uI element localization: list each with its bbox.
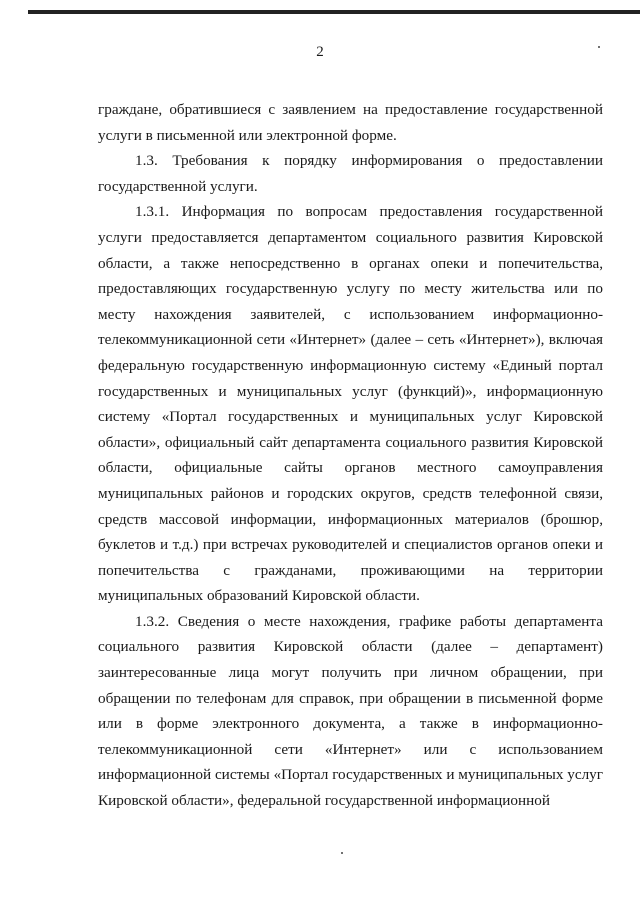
scan-speck-bottom	[341, 852, 343, 854]
page-number: 2	[316, 44, 324, 60]
document-body	[98, 97, 603, 814]
top-scan-border	[28, 10, 640, 14]
paragraph-1-3: 1.3. Требования к порядку информирования о предоставлении государственной услуги.	[98, 152, 603, 195]
paragraph-continuation: граждане, обратившиеся с заявлением на предоставление государственной услуги в письменной или электронной форме.	[98, 101, 603, 144]
paragraph-1-3-1: 1.3.1. Информация по вопросам предоставления государственной услуги предоставляется департаментом социального развития Кировской области, а также непосредственно в органах опеки и попечительства, предоставляющих государственную услугу по месту жительства или по месту нахождения заявителей, с использованием информационно-телекоммуникационной сети «Интернет» (далее – сеть «Интернет»), включая федеральную государственную информационную систему «Единый портал государственных и муниципальных услуг (функций)», информационную систему «Портал государственных и муниципальных услуг Кировской области», официальный сайт департамента социального развития Кировской области, официальные сайты органов местного самоуправления муниципальных районов и городских округов, средств телефонной связи, средств массовой информации, информационных материалов (брошюр, буклетов и т.д.) при встречах руководителей и специалистов органов опеки и попечительства с гражданами, проживающими на территории муниципальных образований Кировской области.	[98, 203, 603, 605]
scan-speck-top-right	[598, 46, 600, 48]
paragraph-1-3-2: 1.3.2. Сведения о месте нахождения, графике работы департамента социального развития Кировской области (далее – департамент) заинтересованные лица могут получить при личном обращении, при обращении по телефонам для справок, при обращении в письменной форме или в форме электронного документа, а также в информационно-телекоммуникационной сети «Интернет» или с использованием информационной системы «Портал государственных и муниципальных услуг Кировской области», федеральной государственной информационной	[98, 612, 603, 810]
